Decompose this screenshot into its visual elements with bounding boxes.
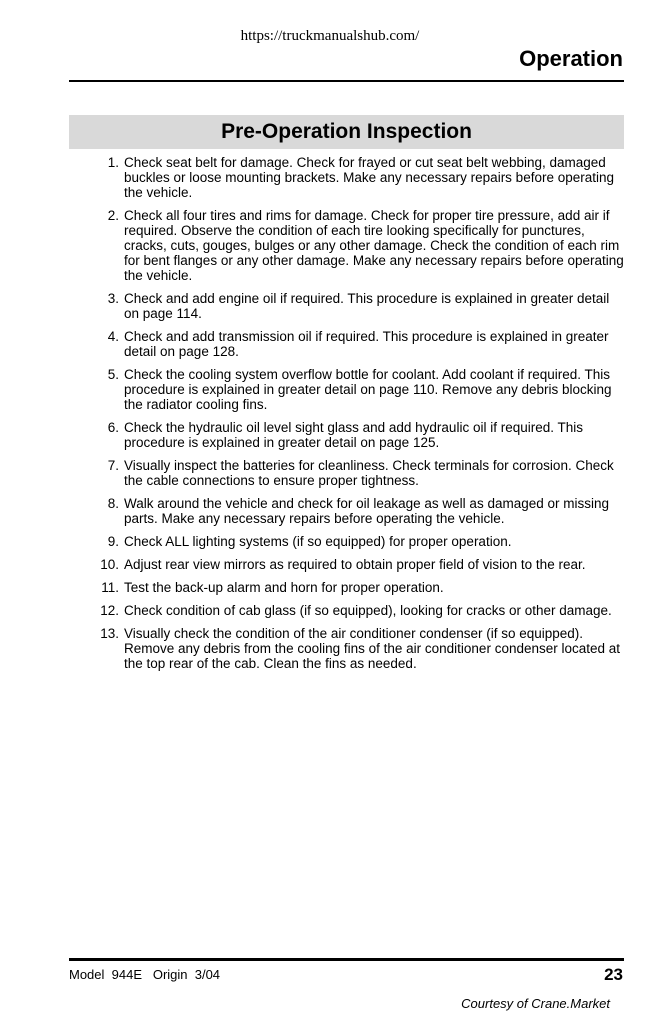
step-number: 9.: [107, 534, 119, 549]
model-origin: Model 944E Origin 3/04: [69, 967, 221, 982]
source-url: https://truckmanualshub.com/: [240, 28, 420, 44]
footer-divider: [69, 958, 624, 961]
list-item: [96, 496, 626, 526]
title-band: [69, 115, 624, 149]
list-item: [96, 603, 626, 618]
step-number: 1.: [107, 155, 119, 170]
step-text: Adjust rear view mirrors as required to obtain proper field of vision to the rear.: [124, 557, 586, 572]
list-item: [96, 208, 626, 283]
step-text: Check all four tires and rims for damage. Check for proper tire pressure, add air if required. Observe the condition of each tire looking specifically for punctures, cracks, cuts, gouges, bulges or any other damage. Check the condition of each rim for bent flanges or any other damage. Make any necessary repairs before operating the vehicle.: [124, 208, 624, 283]
step-text: Test the back-up alarm and horn for proper operation.: [124, 580, 444, 595]
list-item: [96, 557, 626, 572]
step-number: 4.: [107, 329, 119, 344]
list-item: [96, 367, 626, 412]
step-number: 12.: [100, 603, 119, 618]
section-title: Operation: [519, 46, 623, 71]
step-text: Check condition of cab glass (if so equipped), looking for cracks or other damage.: [124, 603, 612, 618]
step-text: Walk around the vehicle and check for oil leakage as well as damaged or missing parts. Make any necessary repairs before operating the vehicle.: [124, 496, 610, 526]
step-number: 8.: [107, 496, 119, 511]
step-number: 2.: [107, 208, 119, 223]
step-number: 3.: [107, 291, 119, 306]
list-item: [96, 420, 626, 450]
step-number: 6.: [107, 420, 119, 435]
header-divider: [69, 80, 624, 82]
step-number: 5.: [107, 367, 119, 382]
list-item: [96, 580, 626, 595]
list-item: [96, 155, 626, 200]
step-number: 7.: [107, 458, 119, 473]
step-text: Check the hydraulic oil level sight glass and add hydraulic oil if required. This procedure is explained in greater detail on page 125.: [124, 420, 583, 450]
step-text: Visually inspect the batteries for cleanliness. Check terminals for corrosion. Check the cable connections to ensure proper tightness.: [124, 458, 614, 488]
step-text: Check and add transmission oil if required. This procedure is explained in greater detail on page 128.: [124, 329, 609, 359]
step-number: 11.: [101, 580, 119, 595]
step-text: Check ALL lighting systems (if so equipped) for proper operation.: [124, 534, 512, 549]
step-number: 10.: [100, 557, 119, 572]
courtesy-note: Courtesy of Crane.Market: [461, 996, 610, 1011]
list-item: [96, 291, 626, 321]
step-text: Check the cooling system overflow bottle for coolant. Add coolant if required. This procedure is explained in greater detail on page 110. Remove any debris blocking the radiator cooling fins.: [124, 367, 612, 412]
list-item: [96, 626, 626, 671]
step-text: Visually check the condition of the air conditioner condenser (if so equipped). Remove any debris from the cooling fins of the air conditioner condenser located at the top rear of the cab. Clean the fins as needed.: [124, 626, 621, 671]
list-item: [96, 534, 626, 549]
page-number: 23: [604, 965, 623, 984]
step-text: Check seat belt for damage. Check for frayed or cut seat belt webbing, damaged buckles or loose mounting brackets. Make any necessary repairs before operating the vehicle.: [124, 155, 615, 200]
step-number: 13.: [100, 626, 119, 641]
page-title: Pre-Operation Inspection: [221, 120, 472, 143]
list-item: [96, 458, 626, 488]
list-item: [96, 329, 626, 359]
inspection-steps: [96, 155, 626, 679]
step-text: Check and add engine oil if required. This procedure is explained in greater detail on page 114.: [124, 291, 610, 321]
